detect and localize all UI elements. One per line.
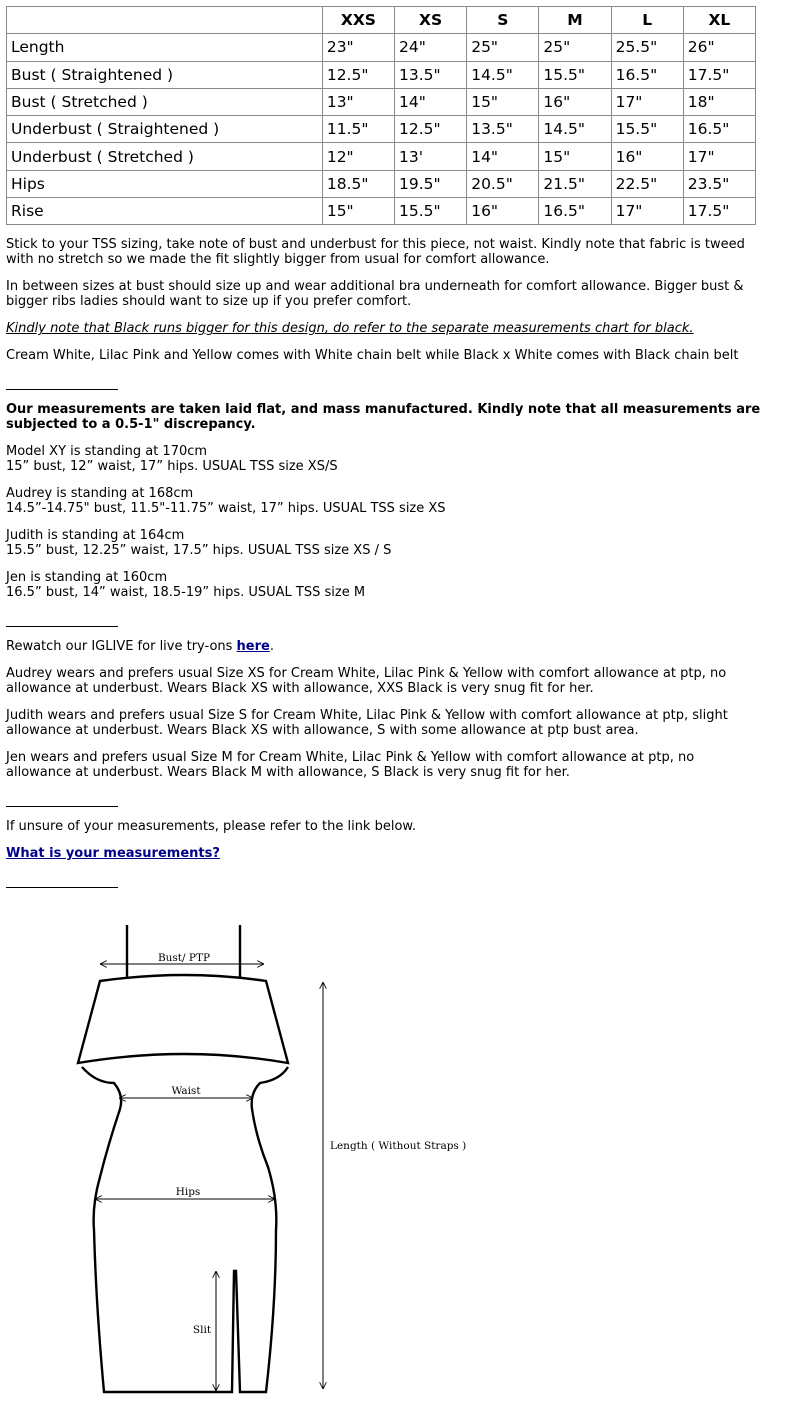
- size-row: [7, 170, 756, 197]
- measurement-value: 12.5": [322, 61, 394, 88]
- size-row: [7, 116, 756, 143]
- size-row: [7, 61, 756, 88]
- size-header-cell: L: [611, 7, 683, 34]
- size-row: [7, 34, 756, 61]
- measurement-value: 11.5": [322, 116, 394, 143]
- measurement-value: 25": [539, 34, 611, 61]
- measurement-value: 17": [611, 88, 683, 115]
- measurement-label: Hips: [7, 170, 323, 197]
- length-label: Length ( Without Straps ): [330, 1140, 467, 1152]
- measurement-label: Length: [7, 34, 323, 61]
- measurement-value: 16": [539, 88, 611, 115]
- measurement-value: 19.5": [395, 170, 467, 197]
- measurement-value: 15.5": [611, 116, 683, 143]
- divider: [6, 806, 118, 807]
- measurement-value: 18": [683, 88, 755, 115]
- measurement-value: 16.5": [683, 116, 755, 143]
- content: [6, 6, 762, 900]
- measurement-value: 16": [467, 198, 539, 225]
- measurement-value: 15.5": [539, 61, 611, 88]
- size-row: [7, 198, 756, 225]
- model-info: Audrey is standing at 168cm 14.5”-14.75" bust, 11.5"-11.75” waist, 17” hips. USUAL TSS size XS: [6, 486, 446, 517]
- divider: [6, 887, 118, 888]
- measurements-link[interactable]: What is your measurements?: [6, 846, 220, 862]
- measurement-value: 17": [683, 143, 755, 170]
- measurement-value: 26": [683, 34, 755, 61]
- iglive-text: Rewatch our IGLIVE for live try-ons here.: [6, 639, 274, 655]
- size-header-cell: XL: [683, 7, 755, 34]
- measurement-value: 18.5": [322, 170, 394, 197]
- measurement-value: 15.5": [395, 198, 467, 225]
- measurement-value: 16": [611, 143, 683, 170]
- size-header-cell: XS: [395, 7, 467, 34]
- measurement-label: Underbust ( Straightened ): [7, 116, 323, 143]
- measurement-value: 17.5": [683, 61, 755, 88]
- bust-label: Bust/ PTP: [157, 952, 211, 964]
- in-between-note: In between sizes at bust should size up and wear additional bra underneath for comfort allowance. Bigger bust & bigger ribs ladies should want to size up if you prefer comfort.: [6, 279, 744, 310]
- fit-note-judith: Judith wears and prefers usual Size S for Cream White, Lilac Pink & Yellow with comfort allowance at ptp, slight allowance at underbust. Wears Black XS with allowance, S with some allowance at ptp bust area.: [6, 708, 728, 739]
- dress-measurement-diagram: [0, 905, 800, 1407]
- model-info: Model XY is standing at 170cm 15” bust, 12” waist, 17” hips. USUAL TSS size XS/S: [6, 444, 338, 475]
- size-header-row: [7, 7, 756, 34]
- measurement-label: Bust ( Straightened ): [7, 61, 323, 88]
- measurement-value: 25.5": [611, 34, 683, 61]
- header-blank-cell: [7, 7, 323, 34]
- measurement-value: 20.5": [467, 170, 539, 197]
- divider: [6, 389, 118, 390]
- measurement-value: 13': [395, 143, 467, 170]
- measurement-value: 17": [611, 198, 683, 225]
- sizing-note: Stick to your TSS sizing, take note of bust and underbust for this piece, not waist. Kindly note that fabric is tweed with no stretch so we made the fit slightly bigger from usual for comfort allowance.: [6, 237, 745, 268]
- slit-label: Slit: [192, 1324, 212, 1336]
- measurement-value: 14.5": [467, 61, 539, 88]
- unsure-text: If unsure of your measurements, please refer to the link below.: [6, 819, 416, 835]
- size-header-cell: S: [467, 7, 539, 34]
- size-header-cell: M: [539, 7, 611, 34]
- measurement-value: 16.5": [611, 61, 683, 88]
- measurement-value: 13.5": [395, 61, 467, 88]
- measurement-value: 13.5": [467, 116, 539, 143]
- waist-label: Waist: [171, 1085, 201, 1097]
- measurement-value: 14.5": [539, 116, 611, 143]
- size-row: [7, 143, 756, 170]
- measurement-value: 13": [322, 88, 394, 115]
- measurement-value: 14": [395, 88, 467, 115]
- divider: [6, 626, 118, 627]
- measurement-value: 25": [467, 34, 539, 61]
- measurement-value: 24": [395, 34, 467, 61]
- measurement-value: 15": [467, 88, 539, 115]
- measurement-value: 14": [467, 143, 539, 170]
- belt-note: Cream White, Lilac Pink and Yellow comes with White chain belt while Black x White comes with Black chain belt: [6, 348, 739, 364]
- measurement-value: 21.5": [539, 170, 611, 197]
- measurement-disclaimer: Our measurements are taken laid flat, and mass manufactured. Kindly note that all measurements are subjected to a 0.5-1" discrepancy.: [6, 402, 761, 433]
- model-info: Jen is standing at 160cm 16.5” bust, 14” waist, 18.5-19” hips. USUAL TSS size M: [6, 570, 366, 601]
- measurement-value: 15": [322, 198, 394, 225]
- iglive-here-link[interactable]: here: [236, 639, 270, 655]
- measurement-value: 15": [539, 143, 611, 170]
- dress-body: [82, 1067, 288, 1392]
- model-info: Judith is standing at 164cm 15.5” bust, 12.25” waist, 17.5” hips. USUAL TSS size XS / S: [6, 528, 392, 559]
- measurement-value: 12": [322, 143, 394, 170]
- black-sizing-note: Kindly note that Black runs bigger for this design, do refer to the separate measurements chart for black.: [6, 321, 694, 337]
- hips-label: Hips: [175, 1186, 201, 1198]
- size-header-cell: XXS: [322, 7, 394, 34]
- fit-note-jen: Jen wears and prefers usual Size M for Cream White, Lilac Pink & Yellow with comfort allowance at ptp, no allowance at underbust. Wears Black M with allowance, S Black is very snug fit for her.: [6, 750, 695, 781]
- model-list: [6, 444, 762, 600]
- measurement-label: Underbust ( Stretched ): [7, 143, 323, 170]
- size-chart-table: [6, 6, 756, 225]
- measurement-label: Bust ( Stretched ): [7, 88, 323, 115]
- measurement-value: 23.5": [683, 170, 755, 197]
- measurement-value: 16.5": [539, 198, 611, 225]
- measurement-value: 23": [322, 34, 394, 61]
- measurement-label: Rise: [7, 198, 323, 225]
- measurement-value: 22.5": [611, 170, 683, 197]
- dress-bodice: [78, 975, 288, 1063]
- measurement-value: 17.5": [683, 198, 755, 225]
- measurement-value: 12.5": [395, 116, 467, 143]
- fit-note-audrey: Audrey wears and prefers usual Size XS for Cream White, Lilac Pink & Yellow with comfort allowance at ptp, no allowance at underbust. Wears Black XS with allowance, XXS Black is very snug fit for her.: [6, 666, 727, 697]
- size-row: [7, 88, 756, 115]
